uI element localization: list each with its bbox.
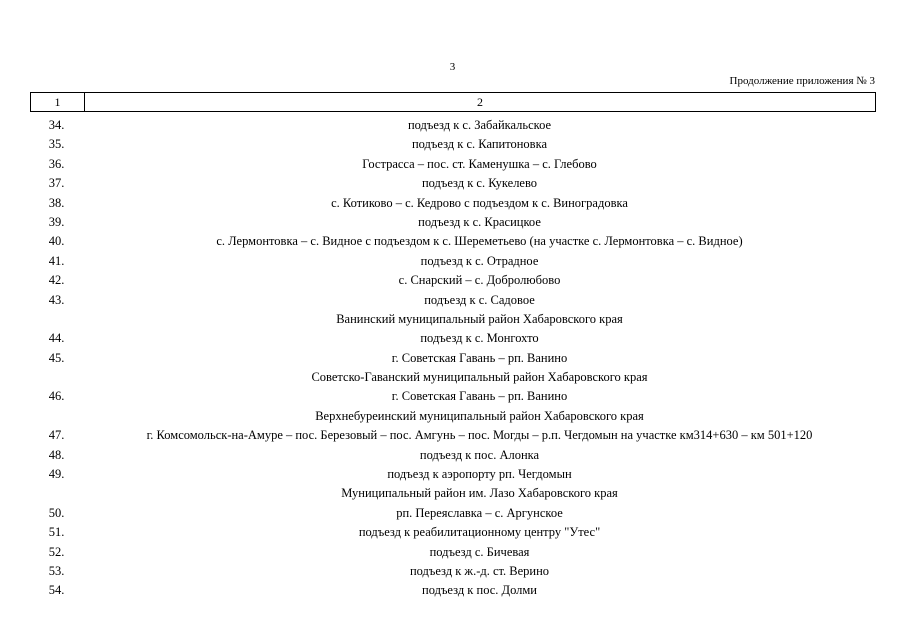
table-row (30, 291, 876, 310)
district-name: Муниципальный район им. Лазо Хабаровского края (341, 486, 618, 501)
road-name: с. Котиково – с. Кедрово с подъездом к с. Виноградовка (331, 195, 628, 210)
row-number: 53. (48, 563, 65, 578)
road-name: г. Советская Гавань – рп. Ванино (391, 350, 568, 365)
road-name: подъезд к ж.-д. ст. Верино (409, 563, 550, 578)
table-row (30, 174, 876, 193)
district-name: Верхнебуреинский муниципальный район Хабаровского края (315, 408, 644, 423)
row-number: 39. (48, 214, 65, 229)
road-name: г. Советская Гавань – рп. Ванино (391, 389, 568, 404)
table-row (30, 387, 876, 406)
district-name: Ванинский муниципальный район Хабаровского края (336, 311, 623, 326)
road-name: подъезд к с. Красицкое (418, 214, 541, 229)
table-row (30, 329, 876, 348)
table-row (30, 465, 876, 484)
row-number: 49. (48, 467, 65, 482)
road-name: Гострасса – пос. ст. Каменушка – с. Глебово (362, 156, 597, 171)
row-number: 34. (48, 118, 65, 132)
row-number: 46. (48, 389, 65, 404)
table-row (30, 504, 876, 523)
table-body (30, 116, 876, 601)
row-number: 47. (48, 428, 65, 443)
table-row (30, 446, 876, 465)
row-number: 38. (48, 195, 65, 210)
table-row (30, 543, 876, 562)
table-row (30, 271, 876, 290)
road-name: подъезд к реабилитационному центру "Утес" (358, 525, 601, 540)
row-number: 51. (48, 525, 65, 540)
table-row (30, 523, 876, 542)
table-row (30, 155, 876, 174)
road-name: подъезд к с. Кукелево (421, 176, 538, 191)
section-heading-row (30, 310, 876, 329)
row-number: 35. (48, 137, 65, 152)
district-name: Советско-Гаванский муниципальный район Хабаровского края (311, 370, 648, 385)
road-name: подъезд к с. Капитоновка (411, 137, 548, 152)
table-row (30, 426, 876, 445)
road-name: рп. Переяславка – с. Аргунское (396, 505, 563, 520)
table-row (30, 194, 876, 213)
road-name: подъезд к с. Монгохто (420, 331, 539, 346)
table-header (30, 92, 876, 112)
page-number: 3 (449, 61, 456, 73)
road-name: с. Снарский – с. Добролюбово (398, 273, 561, 288)
row-number: 54. (48, 583, 65, 598)
continuation-title: Продолжение приложения № 3 (729, 75, 875, 87)
road-name: подъезд к с. Отрадное (420, 253, 539, 268)
road-name: г. Комсомольск-на-Амуре – пос. Березовый – пос. Амгунь – пос. Могды – р.п. Чегдомын на участке км314+630 – км 501+120 (146, 428, 813, 443)
row-number: 41. (48, 253, 65, 268)
road-name: подъезд к пос. Долми (422, 583, 537, 598)
road-name: с. Лермонтовка – с. Видное с подъездом к с. Шереметьево (на участке с. Лермонтовка – с. Видное) (216, 234, 743, 249)
row-number: 42. (48, 273, 65, 288)
row-number: 48. (48, 447, 65, 462)
table-row (30, 562, 876, 581)
row-number: 37. (48, 176, 65, 191)
row-number: 52. (48, 544, 65, 559)
road-name: подъезд к с. Забайкальское (407, 118, 552, 132)
section-heading-row (30, 368, 876, 387)
road-name: подъезд к пос. Алонка (419, 447, 540, 462)
header-column-1: 1 (31, 93, 85, 111)
header-column-2: 2 (477, 95, 483, 109)
table-row (30, 581, 876, 600)
row-number: 50. (48, 505, 65, 520)
row-number: 45. (48, 350, 65, 365)
section-heading-row (30, 407, 876, 426)
row-number: 44. (48, 331, 65, 346)
table-row (30, 252, 876, 271)
road-name: подъезд с. Бичевая (429, 544, 530, 559)
table-row (30, 349, 876, 368)
table-row (30, 116, 876, 135)
row-number: 40. (48, 234, 65, 249)
table-row (30, 213, 876, 232)
table-row (30, 232, 876, 251)
row-number: 43. (48, 292, 65, 307)
road-name: подъезд к с. Садовое (424, 292, 535, 307)
row-number: 36. (48, 156, 65, 171)
table-row (30, 135, 876, 154)
section-heading-row (30, 484, 876, 503)
road-name: подъезд к аэропорту рп. Чегдомын (387, 467, 572, 482)
